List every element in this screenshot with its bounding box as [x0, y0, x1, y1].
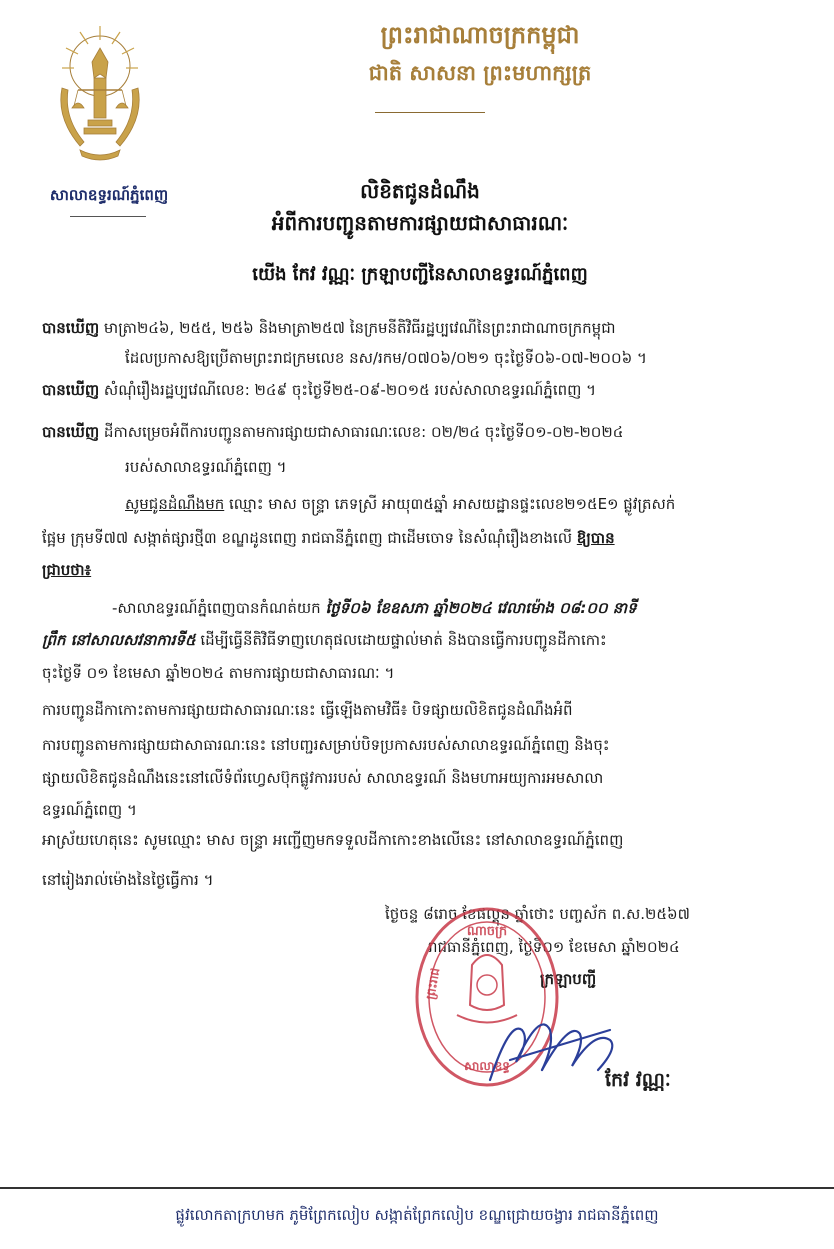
method-line-4: ឧទ្ធរណ៍ភ្នំពេញ ។ — [42, 801, 137, 819]
kingdom-heading: ព្រះរាជាណាចក្រកម្ពុជា — [380, 20, 580, 49]
signer-name: កែវ វណ្ណៈ — [605, 1069, 671, 1091]
hearing-start: -សាលាឧទ្ធរណ៍ភ្នំពេញបានកំណត់យក — [112, 599, 326, 617]
hearing-summons-date: ចុះថ្ងៃទី ០១ ខែមេសា ឆ្នាំ២០២៤ តាមការផ្សាយជាសាធារណៈ ។ — [42, 664, 395, 682]
seen-clause-2-text: សំណុំរឿងរដ្ឋប្បវេណីលេខ: ២៤៩ ចុះថ្ងៃទី២៥-០៩-២០១៥ របស់សាលាឧទ្ធរណ៍ភ្នំពេញ ។ — [103, 381, 597, 399]
court-name-caption: សាលាឧទ្ធរណ៍ភ្នំពេញ — [49, 186, 169, 204]
seen-clause-1-text: មាត្រា២៤៦, ២៥៥, ២៥៦ និងមាត្រា២៥៧ នៃក្រមនីតិវិធីរដ្ឋប្បវេណីនៃព្រះរាជាណាចក្រកម្ពុជា — [103, 319, 616, 337]
national-motto: ជាតិ សាសនា ព្រះមហាក្សត្រ — [368, 60, 592, 85]
footer-address: ផ្លូវលោកតាក្រហមក ភូមិព្រែកលៀប សង្កាត់ព្រែកលៀប ខណ្ឌជ្រោយចង្វារ រាជធានីភ្នំពេញ — [175, 1206, 659, 1224]
seen-label: បានឃើញ — [42, 319, 100, 337]
notify-text: ឈ្មោះ មាស ចន្ទ្រា ភេទស្រី អាយុ៣៥ឆ្នាំ អាសយដ្ឋានផ្ទះលេខ២១៥E១ ផ្លូវត្រសក់ — [224, 495, 676, 513]
seen-clause-2 — [42, 380, 596, 400]
footer-divider — [0, 1187, 834, 1189]
signer-role: ក្រឡាបញ្ជី — [540, 970, 597, 988]
notify-line2-tail: ឱ្យបាន — [576, 529, 615, 547]
document-subtitle: អំពីការបញ្ជូនតាមការផ្សាយជាសាធារណៈ — [271, 211, 569, 235]
lunar-date: ថ្ងៃចន្ទ ៨រោច ខែផល្គុន ឆ្នាំថោះ បញ្ចស័ក ព.ស.២៥៦៧ — [385, 905, 690, 923]
issuer-line: យើង កែវ វណ្ណៈ ក្រឡាបញ្ជីនៃសាលាឧទ្ធរណ៍ភ្នំពេញ — [252, 264, 588, 285]
notify-lead: សូមជូនដំណឹងមក — [125, 495, 225, 513]
notify-line2-text: ផ្អែម ក្រុមទី៧៧ សង្កាត់ផ្សារថ្មី៣ ខណ្ឌដូនពេញ រាជធានីភ្នំពេញ ជាដើមចោទ នៃសំណុំរឿងខាងលើ — [42, 529, 577, 547]
seal-text-top: ណាចក្រ — [466, 924, 508, 939]
seen-clause-3-cont: របស់សាលាឧទ្ធរណ៍ភ្នំពេញ ។ — [125, 458, 287, 476]
seal-text-left: ព្រះរាជ — [423, 966, 443, 1001]
method-line-3: ផ្សាយលិខិតជូនដំណឹងនេះនៅលើទំព័រហ្វេសប៊ុកផ្លូវការរបស់ សាលាឧទ្ធរណ៍ និងមហាអយ្យការអមសាលា — [42, 769, 604, 787]
method-line-2: ការបញ្ជូនតាមការផ្សាយជាសាធារណៈនេះ នៅបញ្ជរសម្រាប់បិទប្រកាសរបស់សាលាឧទ្ធរណ៍ភ្នំពេញ និងចុះ — [42, 736, 610, 754]
seen-clause-3 — [42, 422, 623, 442]
hearing-date: ថ្ងៃទី០៦ ខែឧសភា ឆ្នាំ២០២៤ វេលាម៉ោង ០៨:០០ នាទី — [325, 599, 637, 617]
seal-text-bottom: សាលាឧទ្ធ — [464, 1059, 510, 1073]
hearing-purpose: ដើម្បីធ្វើនីតិវិធីទាញហេតុផលដោយផ្ទាល់មាត់ និងបានធ្វើការបញ្ជូនដីកាកោះ — [195, 631, 607, 649]
seen-clause-1-cont: ដែលប្រកាសឱ្យប្រើតាមព្រះរាជក្រមលេខ នស/រកម/០៧០៦/០២១ ចុះថ្ងៃទី០៦-០៧-២០០៦ ។ — [125, 349, 647, 367]
caption-divider — [70, 216, 146, 217]
notify-paragraph — [125, 494, 675, 514]
hearing-paragraph — [112, 598, 637, 618]
seen-label: បានឃើញ — [42, 423, 100, 441]
hearing-venue: ព្រឹក នៅសាលសវនាការទី៥ — [42, 631, 196, 649]
motto-divider — [375, 112, 485, 113]
seen-label: បានឃើញ — [42, 381, 100, 399]
notify-paragraph-cont — [42, 528, 615, 548]
seen-clause-1 — [42, 318, 616, 338]
closing-line-1: អាស្រ័យហេតុនេះ សូមឈ្មោះ មាស ចន្ទ្រា អញ្ជើញមកទទួលដីកាកោះខាងលើនេះ នៅសាលាឧទ្ធរណ៍ភ្នំពេញ — [42, 831, 624, 849]
notify-informed: ជ្រាបថា៖ — [42, 561, 92, 579]
hearing-paragraph-cont — [42, 630, 607, 650]
closing-line-2: នៅរៀងរាល់ម៉ោងនៃថ្ងៃធ្វើការ ។ — [42, 871, 214, 889]
document-title: លិខិតជូនដំណឹង — [360, 179, 480, 203]
method-line-1: ការបញ្ជូនដីកាកោះតាមការផ្សាយជាសាធារណៈនេះ ធ្វើឡើងតាមវិធី៖ បិទផ្សាយលិខិតជូនដំណឹងអំពី — [42, 701, 573, 719]
solar-date: រាជធានីភ្នំពេញ, ថ្ងៃទី០១ ខែមេសា ឆ្នាំ២០២៤ — [428, 938, 680, 956]
court-emblem-icon — [50, 18, 150, 168]
seen-clause-3-text: ដីកាសម្រេចអំពីការបញ្ជូនតាមការផ្សាយជាសាធារណៈលេខ: ០២/២៤ ចុះថ្ងៃទី០១-០២-២០២៤ — [103, 423, 624, 441]
